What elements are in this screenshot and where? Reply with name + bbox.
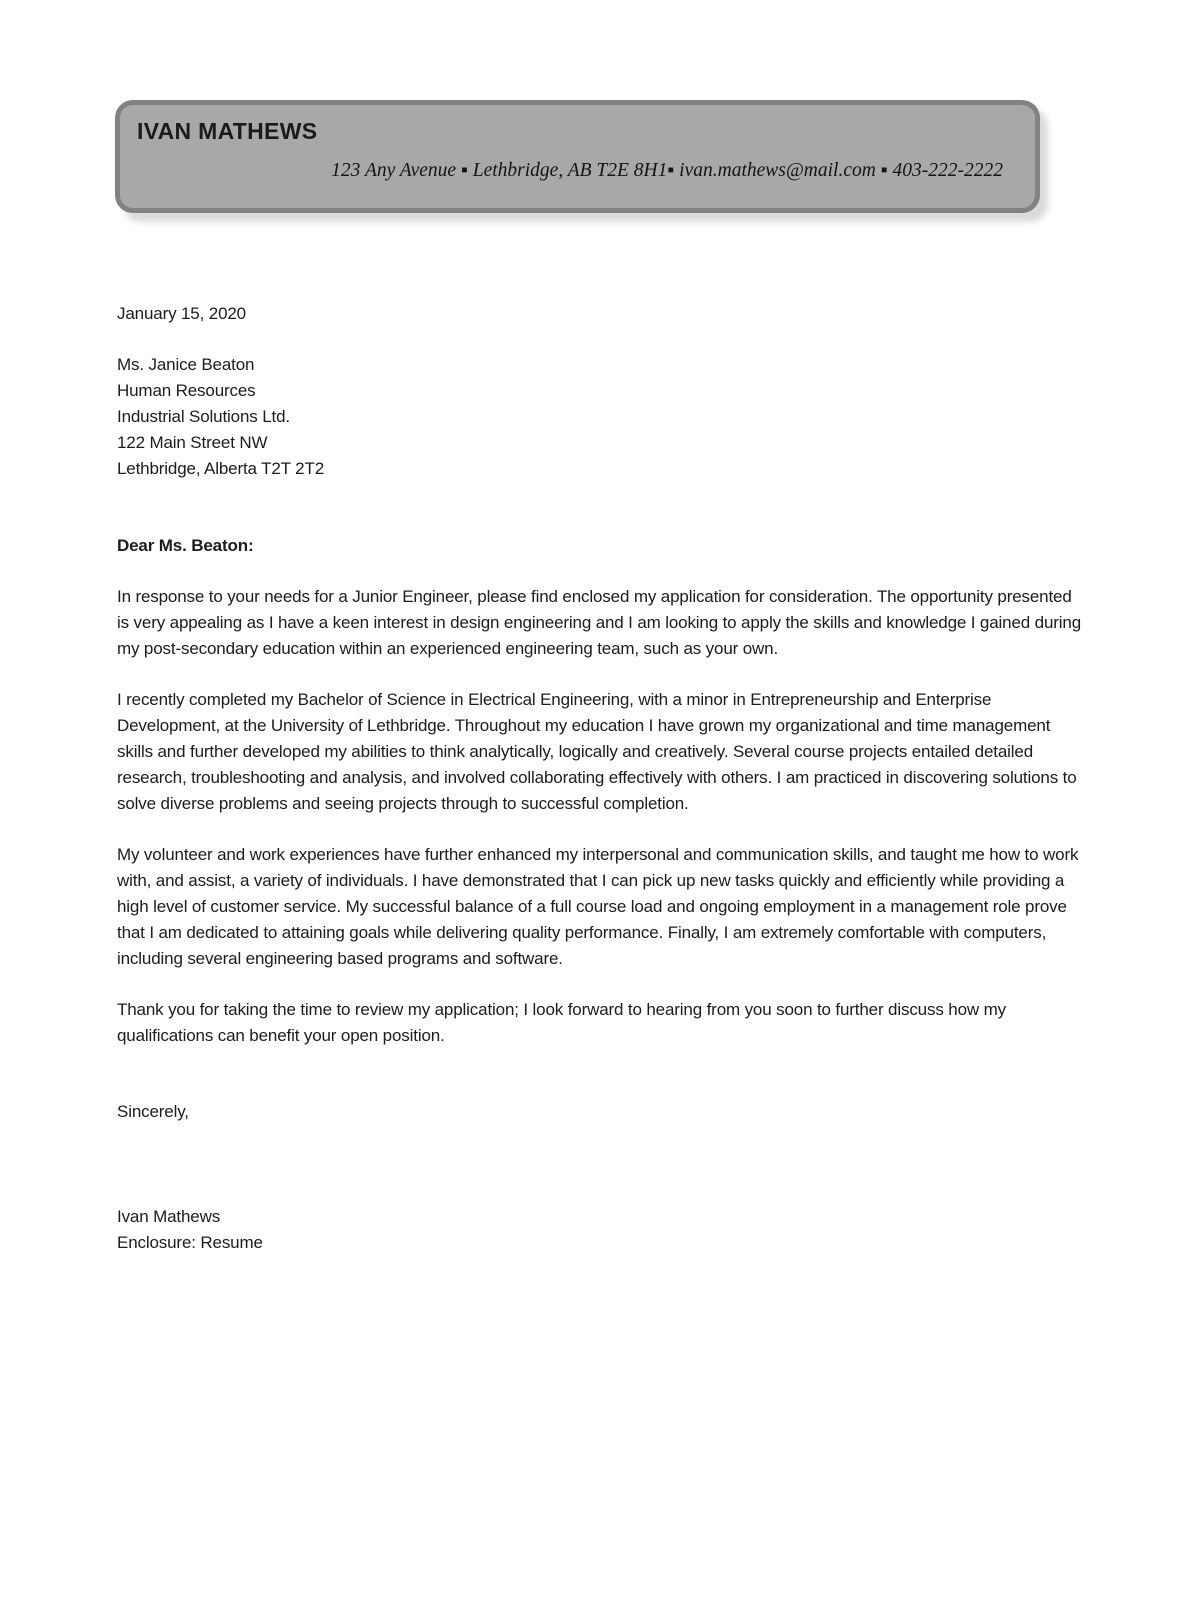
recipient-dept-line: Human Resources xyxy=(117,381,256,400)
letter-date: January 15, 2020 xyxy=(117,304,246,323)
recipient-city-line: Lethbridge, Alberta T2T 2T2 xyxy=(117,459,325,478)
applicant-name: IVAN MATHEWS xyxy=(137,118,318,144)
body-paragraph-2: I recently completed my Bachelor of Science in Electrical Engineering, with a minor in Entrepreneurship and Enterprise Development, at the University of Lethbridge. Throughout my education I have grown my organizational and time management skills and further developed my abilities to think analytically, logically and creatively. Several course projects entailed detailed research, troubleshooting and analysis, and involved collaborating effectively with others. I am practiced in discovering solutions to solve diverse problems and seeing projects through to successful completion. xyxy=(117,690,1077,813)
contact-line: 123 Any Avenue ▪ Lethbridge, AB T2E 8H1▪ ivan.mathews@mail.com ▪ 403-222-2222 xyxy=(331,160,1003,181)
body-paragraph-1: In response to your needs for a Junior Engineer, please find enclosed my application for consideration. The opportunity presented is very appealing as I have a keen interest in design engineering and I am looking to apply the skills and knowledge I gained during my post-secondary education within an experienced engineering team, such as your own. xyxy=(117,587,1082,658)
body-paragraph-4: Thank you for taking the time to review my application; I look forward to hearing from you soon to further discuss how my qualifications can benefit your open position. xyxy=(117,1000,1006,1045)
salutation: Dear Ms. Beaton: xyxy=(117,536,254,555)
recipient-company-line: Industrial Solutions Ltd. xyxy=(117,407,290,426)
signature-name: Ivan Mathews xyxy=(117,1207,221,1226)
recipient-name-line: Ms. Janice Beaton xyxy=(117,355,255,374)
enclosure-note: Enclosure: Resume xyxy=(117,1233,263,1252)
recipient-street-line: 122 Main Street NW xyxy=(117,433,268,452)
letter-body xyxy=(117,301,1083,1256)
recipient-address xyxy=(117,352,1083,482)
closing-valediction: Sincerely, xyxy=(117,1102,189,1121)
header-card xyxy=(115,100,1040,213)
body-paragraph-3: My volunteer and work experiences have further enhanced my interpersonal and communication skills, and taught me how to work with, and assist, a variety of individuals. I have demonstrated that I can pick up new tasks quickly and efficiently while providing a high level of customer service. My successful balance of a full course load and ongoing employment in a management role prove that I am dedicated to attaining goals while delivering quality performance. Finally, I am extremely comfortable with computers, including several engineering based programs and software. xyxy=(117,845,1079,968)
